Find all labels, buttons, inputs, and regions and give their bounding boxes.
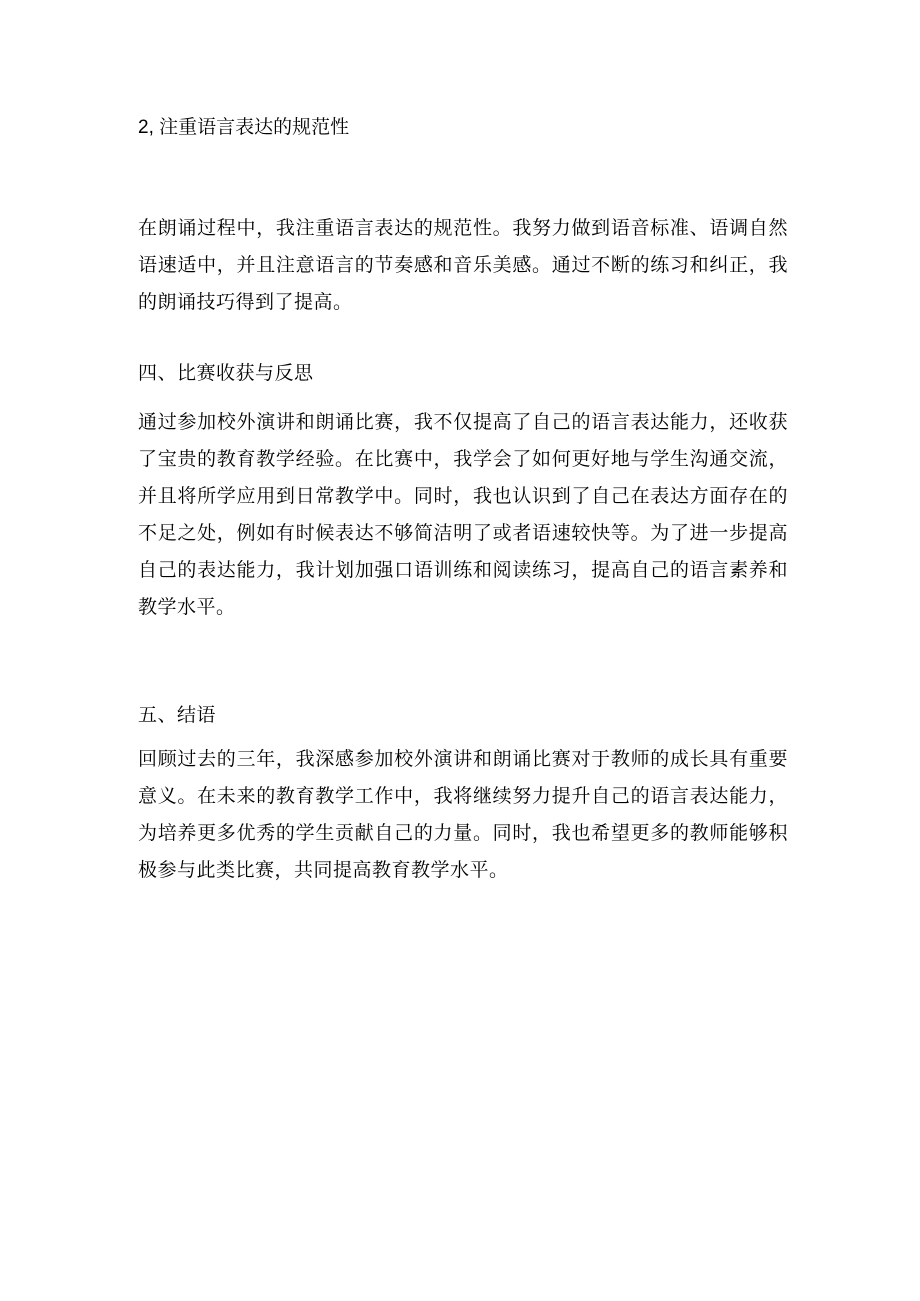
section-4-heading: 四、比赛收获与反思 [138, 362, 314, 384]
subheading: 2, 注重语言表达的规范性 [138, 117, 350, 138]
paragraph-2: 通过参加校外演讲和朗诵比赛，我不仅提高了自己的语言表达能力，还收获了宝贵的教育教学经验。在比赛中，我学会了如何更好地与学生沟通交流，并且将所学应用到日常教学中。同时，我也认识到了自己在表达方面存在的不足之处，例如有时候表达不够简洁明了或者语速较快等。为了进一步提高自己的表达能力，我计划加强口语训练和阅读练习，提高自己的语言素养和教学水平。 [138, 411, 788, 618]
paragraph-3: 回顾过去的三年，我深感参加校外演讲和朗诵比赛对于教师的成长具有重要意义。在未来的教育教学工作中，我将继续努力提升自己的语言表达能力，为培养更多优秀的学生贡献自己的力量。同时，我也希望更多的教师能够积极参与此类比赛，共同提高教育教学水平。 [138, 748, 788, 881]
paragraph-1: 在朗诵过程中，我注重语言表达的规范性。我努力做到语音标准、语调自然语速适中，并且注意语言的节奏感和音乐美感。通过不断的练习和纠正，我的朗诵技巧得到了提高。 [138, 217, 788, 313]
section-5-heading: 五、结语 [138, 704, 217, 726]
